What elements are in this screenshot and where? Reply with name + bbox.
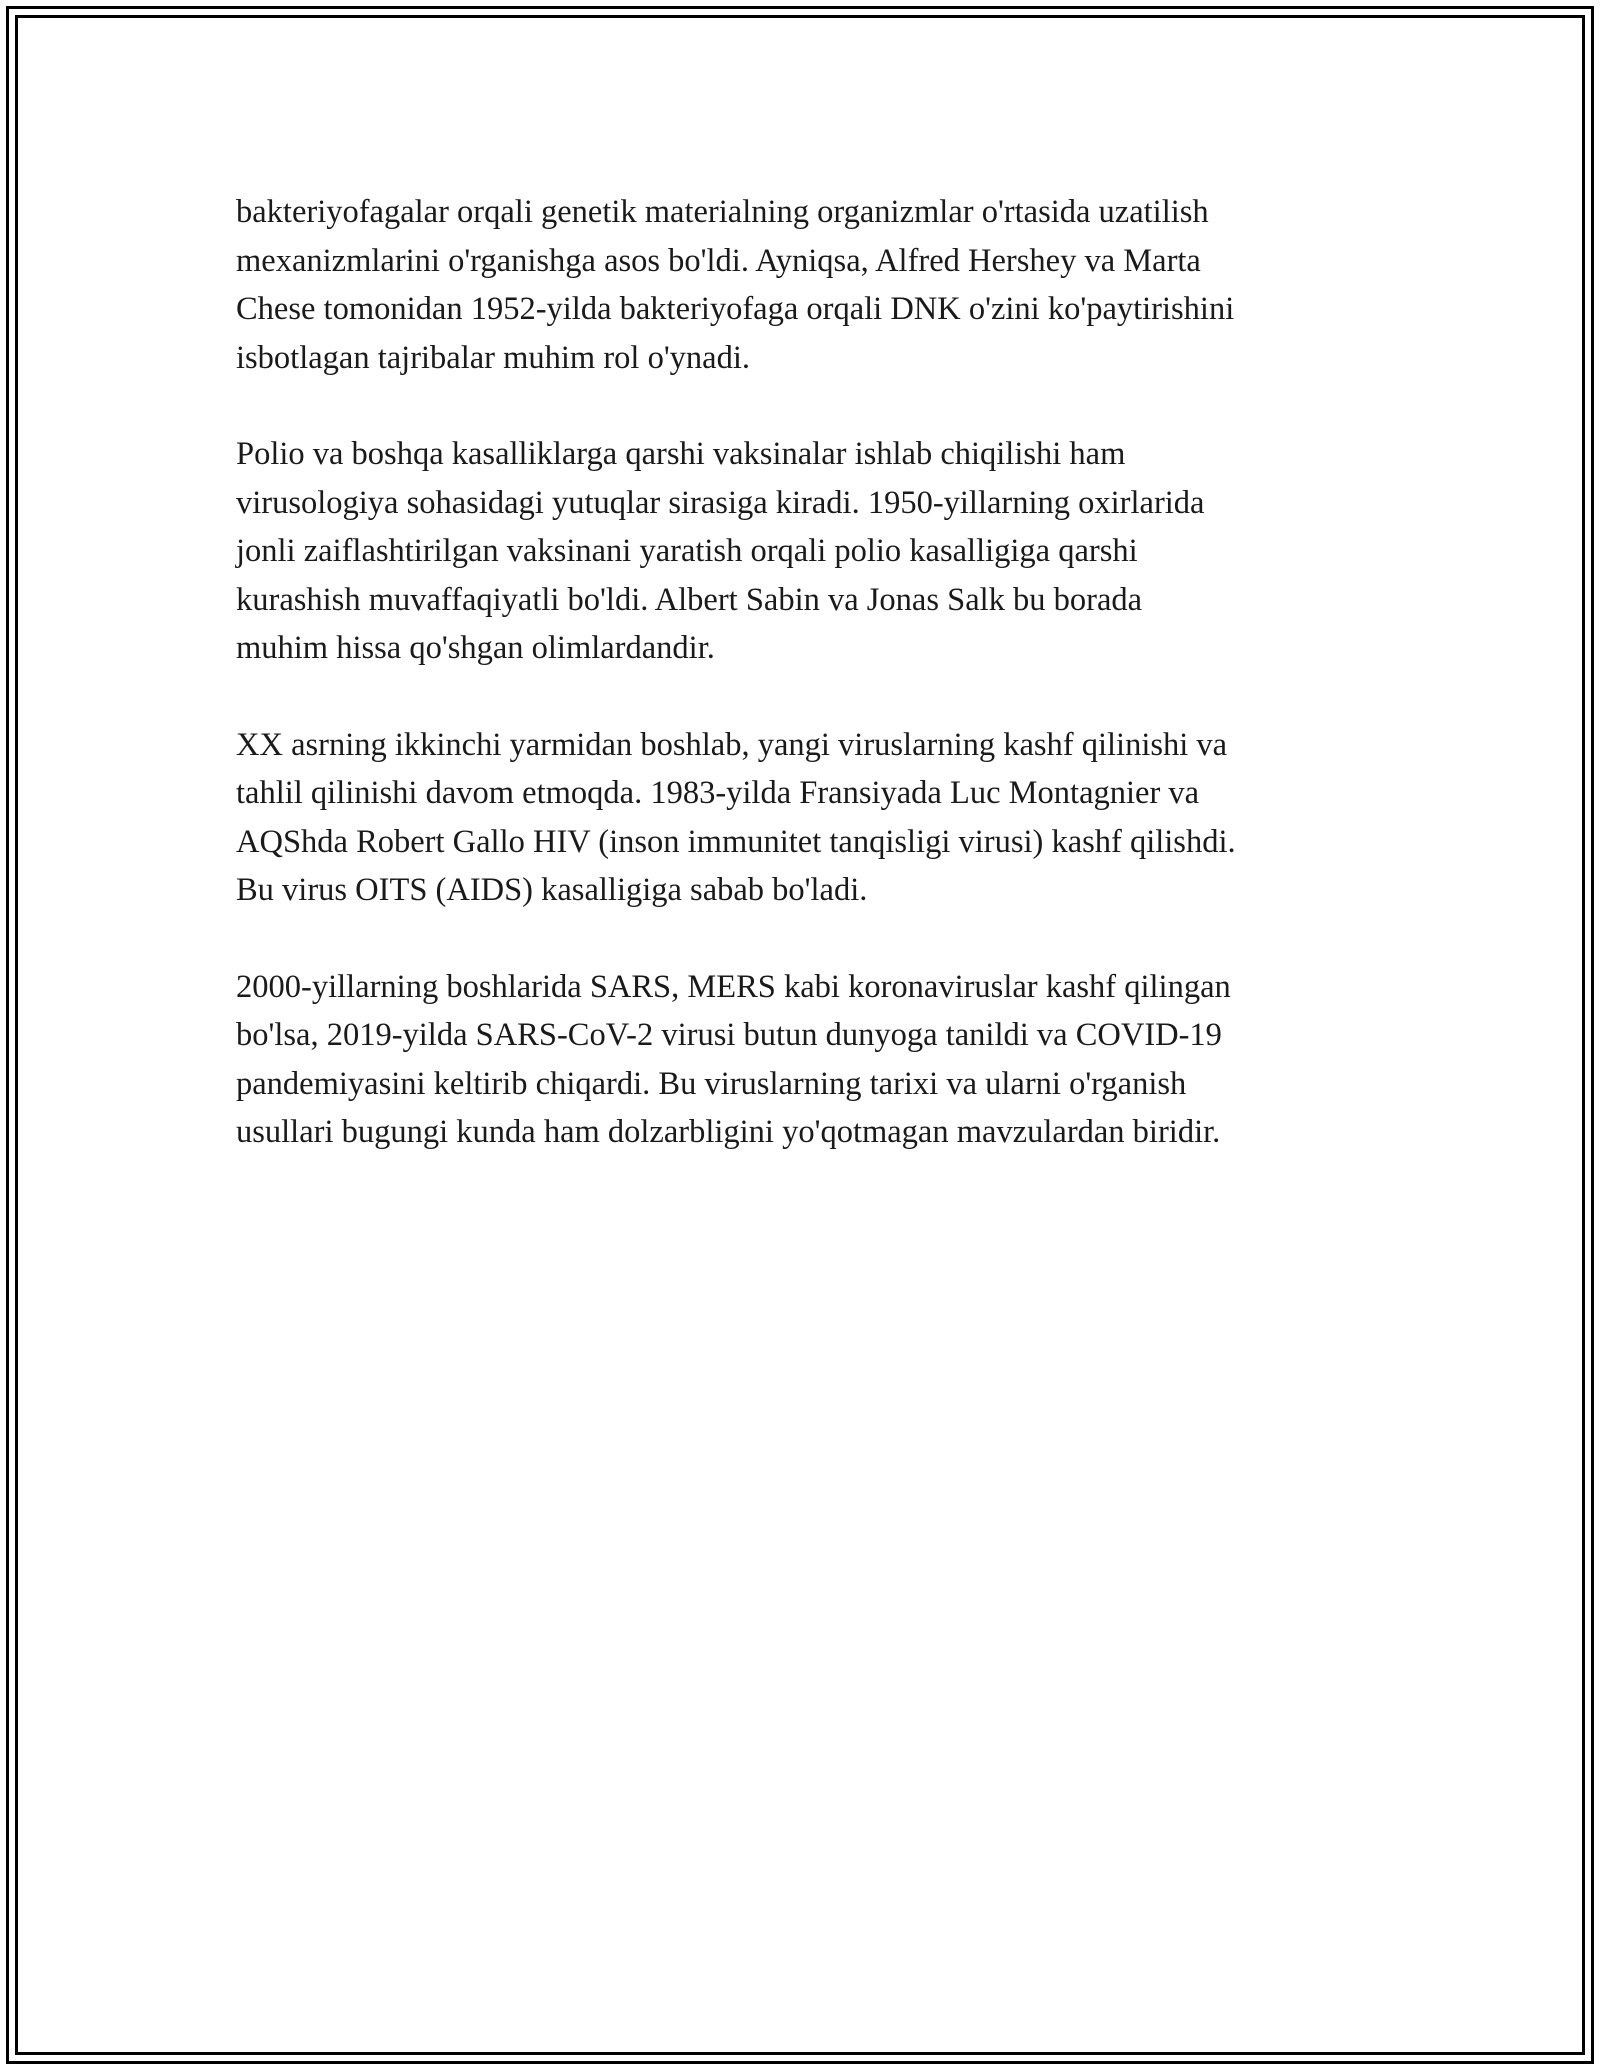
text-line: Bu virus OITS (AIDS) kasalligiga sabab bo'ladi.: [236, 872, 868, 908]
text-line: mexanizmlarini o'rganishga asos bo'ldi. Ayniqsa, Alfred Hershey va Marta: [236, 242, 1201, 279]
text-line: XX asrning ikkinchi yarmidan boshlab, yangi viruslarning kashf qilinishi va: [236, 726, 1228, 763]
text-line: Polio va boshqa kasalliklarga qarshi vaksinalar ishlab chiqilishi ham: [236, 436, 1126, 472]
text-line: jonli zaiflashtirilgan vaksinani yaratish orqali polio kasalligiga qarshi: [236, 533, 1138, 569]
paragraph-hiv-discovery: [236, 721, 1386, 915]
text-line: AQShda Robert Gallo HIV (inson immunitet tanqisligi virusi) kashf qilishdi.: [236, 823, 1236, 860]
text-line: tahlil qilinishi davom etmoqda. 1983-yilda Fransiyada Luc Montagnier va: [236, 775, 1200, 811]
document-body: [236, 188, 1386, 1205]
text-line: pandemiyasini keltirib chiqardi. Bu viruslarning tarixi va ularni o'rganish: [236, 1065, 1187, 1102]
text-line: virusologiya sohasidagi yutuqlar sirasiga kiradi. 1950-yillarning oxirlarida: [236, 484, 1205, 521]
text-line: bo'lsa, 2019-yilda SARS-CoV-2 virusi butun dunyoga tanildi va COVID-19: [236, 1017, 1222, 1053]
text-line: kurashish muvaffaqiyatli bo'ldi. Albert Sabin va Jonas Salk bu borada: [236, 581, 1143, 618]
paragraph-bacteriophage-dna: [236, 188, 1386, 382]
text-line: isbotlagan tajribalar muhim rol o'ynadi.: [236, 339, 751, 376]
paragraph-polio-vaccines: [236, 430, 1386, 673]
text-line: usullari bugungi kunda ham dolzarbligini yo'qotmagan mavzulardan biridir.: [236, 1114, 1221, 1150]
text-line: muhim hissa qo'shgan olimlardandir.: [236, 630, 715, 666]
text-line: Chese tomonidan 1952-yilda bakteriyofaga orqali DNK o'zini ko'paytirishini: [236, 291, 1235, 327]
text-line: bakteriyofagalar orqali genetik materialning organizmlar o'rtasida uzatilish: [236, 194, 1209, 230]
paragraph-coronaviruses: [236, 963, 1386, 1157]
text-line: 2000-yillarning boshlarida SARS, MERS kabi koronaviruslar kashf qilingan: [236, 968, 1231, 1005]
